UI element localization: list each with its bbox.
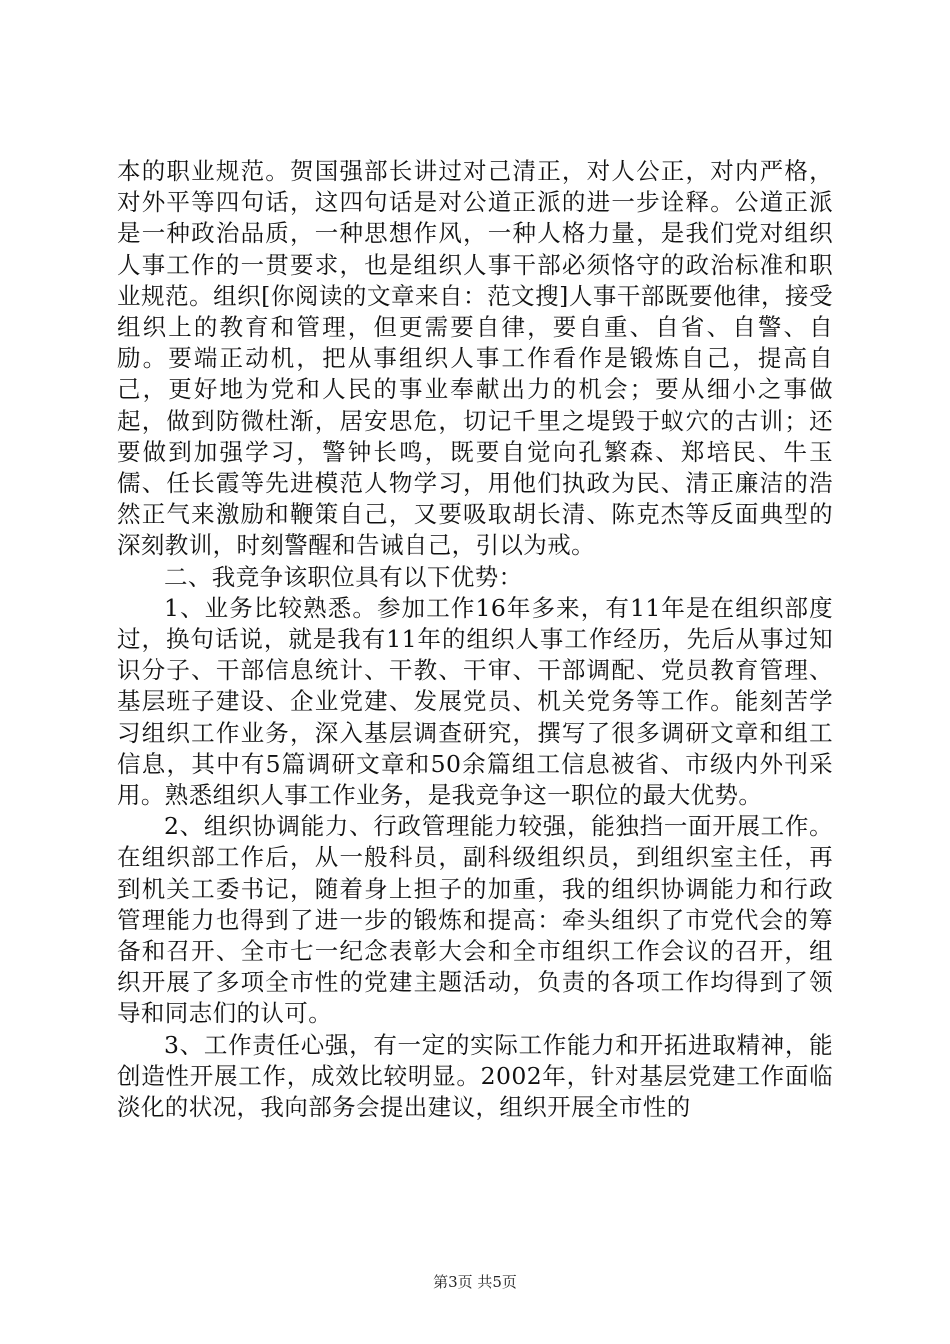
paragraph-3: 1、业务比较熟悉。参加工作16年多来，有11年是在组织部度过，换句话说，就是我有11年的组织人事工作经历，先后从事过知识分子、干部信息统计、干教、干审、干部调配、党员教育管理、基层班子建设、企业党建、发展党员、机关党务等工作。能刻苦学习组织工作业务，深入基层调查研究，撰写了很多调研文章和组工信息，其中有5篇调研文章和50余篇组工信息被省、市级内外刊采用。熟悉组织人事工作业务，是我竞争这一职位的最大优势。 [117,593,833,810]
paragraph-5: 3、工作责任心强，有一定的实际工作能力和开拓进取精神，能创造性开展工作，成效比较明显。2002年，针对基层党建工作面临淡化的状况，我向部务会提出建议，组织开展全市性的 [117,1030,833,1122]
paragraph-4: 2、组织协调能力、行政管理能力较强，能独挡一面开展工作。在组织部工作后，从一般科员，副科级组织员，到组织室主任，再到机关工委书记，随着身上担子的加重，我的组织协调能力和行政管理能力也得到了进一步的锻炼和提高：牵头组织了市党代会的筹备和召开、全市七一纪念表彰大会和全市组织工作会议的召开，组织开展了多项全市性的党建主题活动，负责的各项工作均得到了领导和同志们的认可。 [117,812,833,1028]
document-body [117,156,833,1123]
paragraph-1: 本的职业规范。贺国强部长讲过对己清正，对人公正，对内严格，对外平等四句话，这四句话是对公道正派的进一步诠释。公道正派是一种政治品质，一种思想作风，一种人格力量，是我们党对组织人事工作的一贯要求，也是组织人事干部必须恪守的政治标准和职业规范。组织[你阅读的文章来自：范文搜]人事干部既要他律，接受组织上的教育和管理，但更需要自律，要自重、自省、自警、自励。要端正动机，把从事组织人事工作看作是锻炼自己，提高自己，更好地为党和人民的事业奉献出力的机会；要从细小之事做起，做到防微杜渐，居安思危，切记千里之堤毁于蚁穴的古训；还要做到加强学习，警钟长鸣，既要自觉向孔繁森、郑培民、牛玉儒、任长霞等先进模范人物学习，用他们执政为民、清正廉洁的浩然正气来激励和鞭策自己，又要吸取胡长清、陈克杰等反面典型的深刻教训，时刻警醒和告诫自己，引以为戒。 [117,157,833,560]
paragraph-2-heading: 二、我竞争该职位具有以下优势： [164,562,523,591]
page-number-footer: 第3页 共5页 [433,1273,517,1291]
